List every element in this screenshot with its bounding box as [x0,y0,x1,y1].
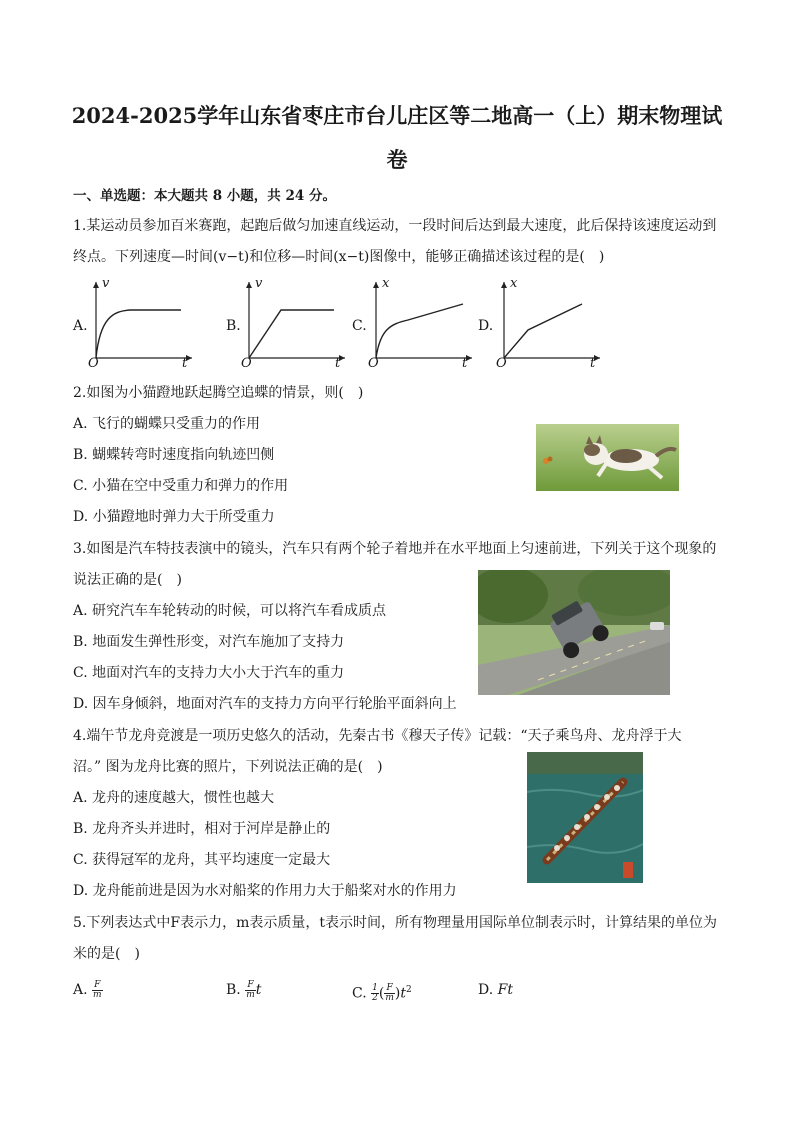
q1-graph-c [368,278,478,374]
q5-option-c: C. $\frac{1}{2}$ ( $\frac{F}{m}$ )$t^2$ [352,983,412,1004]
q5-option-a-label: A. [73,982,88,998]
q5-option-b [226,980,261,1000]
q4-stem-line2: 沼。” 图为龙舟比赛的照片，下列说法正确的是( ) [73,759,383,775]
q5-option-c-exponent: 2 [405,985,412,995]
fraction-numerator: F [384,984,395,994]
q1-graph-c-xlabel: t [462,356,468,371]
car-stunt-photo [478,570,670,695]
q2-option-d: D. 小猫蹬地时弹力大于所受重力 [73,509,275,525]
q1-option-d-label: D. [478,318,494,334]
q1-graph-a-origin: O [88,356,99,371]
q4-option-d: D. 龙舟能前进是因为水对船桨的作用力大于船桨对水的作用力 [73,883,457,899]
q1-graph-a-ylabel: v [102,276,110,291]
q2-option-a: A. 飞行的蝴蝶只受重力的作用 [73,416,261,432]
cat-butterfly-photo [536,424,679,491]
q5-stem-line1: 5.下列表达式中F表示力，m表示质量，t表示时间，所有物理量用国际单位制表示时，计算结果的单位为 [73,915,717,931]
q1-graph-a [88,278,198,374]
q1-graph-d-origin: O [496,356,507,371]
q5-option-a [73,980,103,1000]
fraction-denominator: m [246,989,255,1000]
q1-stem-line2: 终点。下列速度—时间(v−t)和位移—时间(x−t)图像中，能够正确描述该过程的是( ) [73,249,605,265]
q5-option-c-label: C. [352,985,367,1002]
q5-option-c-half [371,984,379,1003]
q3-stem-line2: 说法正确的是( ) [73,572,182,588]
fraction-denominator: 2 [372,993,378,1004]
q1-graph-b [241,278,351,374]
q5-option-d-expr: Ft [497,982,513,998]
q5-option-d-label: D. [478,982,494,998]
q2-option-b: B. 蝴蝶转弯时速度指向轨迹凹侧 [73,447,275,463]
fraction-numerator: 1 [372,983,378,994]
q5-stem-line2: 米的是( ) [73,946,140,962]
q1-graph-b-xlabel: t [335,356,341,371]
q5-option-c-tail: t [400,985,406,1002]
exam-title-line2: 卷 [386,147,408,172]
fraction-numerator: F [245,981,256,991]
q1-option-a-label: A. [73,318,88,334]
q1-stem-line1: 1.某运动员参加百米赛跑，起跑后做匀加速直线运动，一段时间后达到最大速度，此后保持该速度运动到 [73,218,717,234]
q4-option-a: A. 龙舟的速度越大，惯性也越大 [73,790,275,806]
q1-graph-c-ylabel: x [382,276,390,291]
q1-graph-d-ylabel: x [510,276,518,291]
q2-stem: 2.如图为小猫蹬地跃起腾空追蝶的情景，则( ) [73,385,364,401]
q4-option-c: C. 获得冠军的龙舟，其平均速度一定最大 [73,852,331,868]
q5-option-d [478,980,513,1000]
q1-graph-d [496,278,606,374]
fraction-denominator: m [93,989,102,1000]
dragon-boat-photo [527,752,643,883]
q1-option-b-label: B. [226,318,241,334]
q3-stem-line1: 3.如图是汽车特技表演中的镜头，汽车只有两个轮子着地并在水平地面上匀速前进，下列关于这个现象的 [73,541,717,557]
q3-option-a: A. 研究汽车车轮转动的时候，可以将汽车看成质点 [73,603,387,619]
q5-option-c-fraction [384,984,395,1003]
exam-title-line1: 2024-2025学年山东省枣庄市台儿庄区等二地高一（上）期末物理试 [71,103,723,128]
q5-option-a-fraction [92,981,103,1000]
q3-option-b: B. 地面发生弹性形变，对汽车施加了支持力 [73,634,345,650]
q3-option-c: C. 地面对汽车的支持力大小大于汽车的重力 [73,665,345,681]
q3-option-d: D. 因车身倾斜，地面对汽车的支持力方向平行轮胎平面斜向上 [73,696,457,712]
q1-graph-a-xlabel: t [182,356,188,371]
q1-option-c-label: C. [352,318,367,334]
section-heading: 一、单选题：本大题共 8 小题，共 24 分。 [73,188,336,204]
q5-option-b-label: B. [226,982,241,998]
fraction-denominator: m [385,993,394,1004]
q5-option-b-tail: t [255,982,262,998]
q1-graph-b-origin: O [241,356,252,371]
fraction-numerator: F [92,981,103,991]
q5-option-b-fraction [245,981,256,1000]
q4-option-b: B. 龙舟齐头并进时，相对于河岸是静止的 [73,821,331,837]
q1-graph-c-origin: O [368,356,379,371]
q4-stem-line1: 4.端午节龙舟竞渡是一项历史悠久的活动，先秦古书《穆天子传》记载：“天子乘鸟舟、龙舟浮于大 [73,728,682,744]
q2-option-c: C. 小猫在空中受重力和弹力的作用 [73,478,289,494]
q1-graph-d-xlabel: t [590,356,596,371]
q1-graph-b-ylabel: v [255,276,263,291]
